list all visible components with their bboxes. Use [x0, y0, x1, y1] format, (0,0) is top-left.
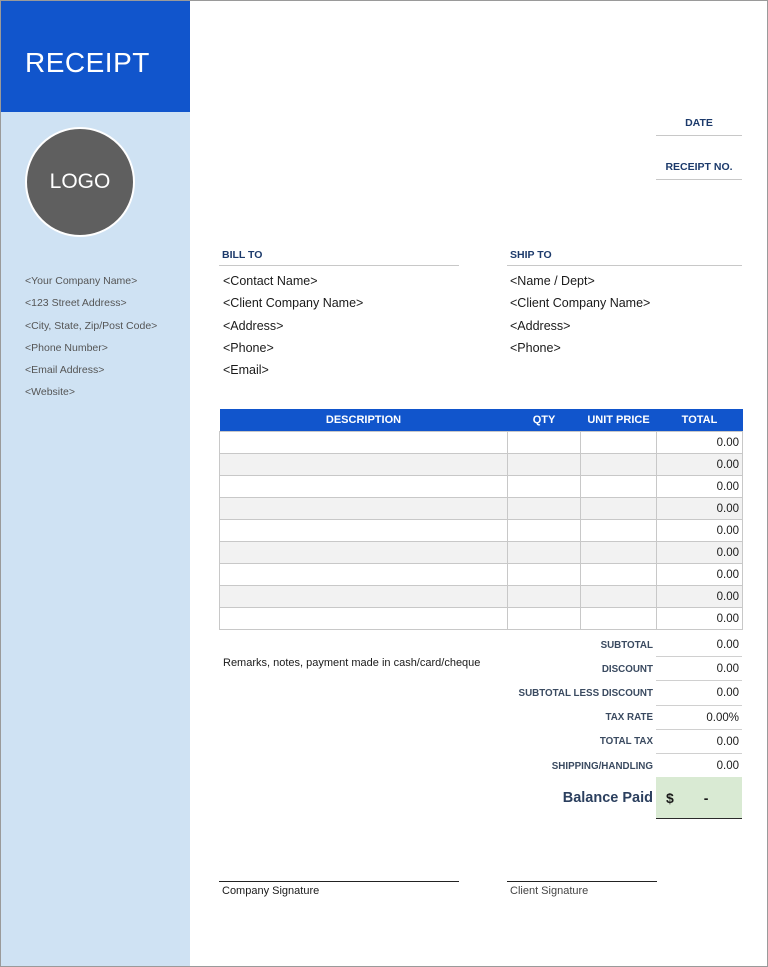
cell-description[interactable] [220, 432, 508, 454]
cell-unit-price[interactable] [581, 476, 657, 498]
client-signature-line [507, 881, 657, 897]
cell-qty[interactable] [508, 476, 581, 498]
table-row [220, 476, 743, 498]
subtotal-less-discount-row [480, 681, 742, 705]
table-row [220, 432, 743, 454]
table-row [220, 520, 743, 542]
cell-description[interactable] [220, 542, 508, 564]
table-row [220, 542, 743, 564]
ship-to-name: <Name / Dept> [510, 274, 595, 288]
cell-total: 0.00 [657, 454, 743, 476]
cell-unit-price[interactable] [581, 586, 657, 608]
cell-total: 0.00 [657, 564, 743, 586]
subtotal-row [480, 633, 742, 657]
company-signature-line [219, 881, 459, 897]
discount-label: DISCOUNT [601, 663, 653, 675]
cell-unit-price[interactable] [581, 542, 657, 564]
company-logo [25, 127, 135, 237]
logo-text: LOGO [49, 170, 111, 193]
cell-unit-price[interactable] [581, 608, 657, 630]
ship-to-phone: <Phone> [510, 340, 561, 355]
company-name: <Your Company Name> [25, 275, 138, 287]
cell-total: 0.00 [657, 432, 743, 454]
tax-rate-row [480, 706, 742, 730]
cell-description[interactable] [220, 454, 508, 476]
company-phone: <Phone Number> [25, 341, 108, 354]
company-info [25, 275, 157, 409]
receipt-no-label: RECEIPT NO. [656, 161, 742, 180]
cell-total: 0.00 [657, 586, 743, 608]
cell-total: 0.00 [657, 476, 743, 498]
company-website: <Website> [25, 386, 76, 399]
total-tax-label: TOTAL TAX [599, 736, 653, 748]
bill-to-company: <Client Company Name> [223, 296, 364, 311]
cell-qty[interactable] [508, 586, 581, 608]
ship-to-block [510, 274, 650, 363]
shipping-value[interactable]: 0.00 [656, 754, 742, 778]
cell-unit-price[interactable] [581, 454, 657, 476]
bill-to-heading: BILL TO [219, 249, 459, 266]
discount-row [480, 657, 742, 681]
totals-block [480, 633, 742, 778]
table-header-row [220, 409, 743, 432]
discount-value[interactable]: 0.00 [656, 657, 742, 681]
shipping-row [480, 754, 742, 778]
balance-paid-row [480, 777, 742, 819]
subtotal-less-discount-label: SUBTOTAL LESS DISCOUNT [518, 687, 653, 699]
cell-unit-price[interactable] [581, 432, 657, 454]
col-description: DESCRIPTION [220, 409, 508, 432]
table-row [220, 498, 743, 520]
cell-qty[interactable] [508, 432, 581, 454]
balance-paid-box [656, 777, 742, 819]
col-qty: QTY [508, 409, 581, 432]
total-tax-row [480, 730, 742, 754]
bill-to-address: <Address> [223, 318, 284, 333]
table-row [220, 608, 743, 630]
bill-to-email: <Email> [223, 363, 269, 378]
tax-rate-value[interactable]: 0.00% [656, 706, 742, 730]
bill-to-phone: <Phone> [223, 340, 274, 355]
cell-description[interactable] [220, 608, 508, 630]
cell-unit-price[interactable] [581, 498, 657, 520]
date-label: DATE [656, 117, 742, 136]
balance-paid-label: Balance Paid [562, 790, 653, 806]
shipping-label: SHIPPING/HANDLING [551, 760, 653, 772]
cell-unit-price[interactable] [581, 564, 657, 586]
ship-to-address: <Address> [510, 318, 571, 333]
col-total: TOTAL [657, 409, 743, 432]
cell-qty[interactable] [508, 454, 581, 476]
subtotal-value: 0.00 [656, 633, 742, 657]
cell-description[interactable] [220, 564, 508, 586]
cell-qty[interactable] [508, 520, 581, 542]
table-row [220, 564, 743, 586]
cell-total: 0.00 [657, 608, 743, 630]
cell-qty[interactable] [508, 498, 581, 520]
bill-to-block [223, 274, 363, 385]
ship-to-heading: SHIP TO [507, 249, 742, 266]
table-row [220, 586, 743, 608]
currency-symbol: $ [666, 789, 674, 806]
cell-qty[interactable] [508, 608, 581, 630]
cell-total: 0.00 [657, 542, 743, 564]
subtotal-label: SUBTOTAL [600, 639, 653, 651]
cell-description[interactable] [220, 476, 508, 498]
cell-description[interactable] [220, 520, 508, 542]
receipt-title: RECEIPT [25, 47, 150, 78]
company-email: <Email Address> [25, 364, 105, 377]
company-street: <123 Street Address> [25, 297, 127, 310]
cell-qty[interactable] [508, 564, 581, 586]
company-signature-label: Company Signature [222, 885, 320, 897]
cell-total: 0.00 [657, 520, 743, 542]
balance-paid-amount: - [703, 789, 709, 806]
subtotal-less-discount-value: 0.00 [656, 681, 742, 705]
client-signature-label: Client Signature [510, 885, 589, 897]
total-tax-value: 0.00 [656, 730, 742, 754]
tax-rate-label: TAX RATE [605, 712, 653, 724]
ship-to-company: <Client Company Name> [510, 296, 651, 311]
company-city: <City, State, Zip/Post Code> [25, 319, 158, 332]
col-unit-price: UNIT PRICE [581, 409, 657, 432]
cell-total: 0.00 [657, 498, 743, 520]
table-row [220, 454, 743, 476]
cell-unit-price[interactable] [581, 520, 657, 542]
items-table [219, 409, 743, 630]
remarks-text[interactable]: Remarks, notes, payment made in cash/card/cheque [223, 657, 481, 669]
bill-to-contact: <Contact Name> [223, 274, 318, 288]
cell-description[interactable] [220, 586, 508, 608]
cell-qty[interactable] [508, 542, 581, 564]
cell-description[interactable] [220, 498, 508, 520]
